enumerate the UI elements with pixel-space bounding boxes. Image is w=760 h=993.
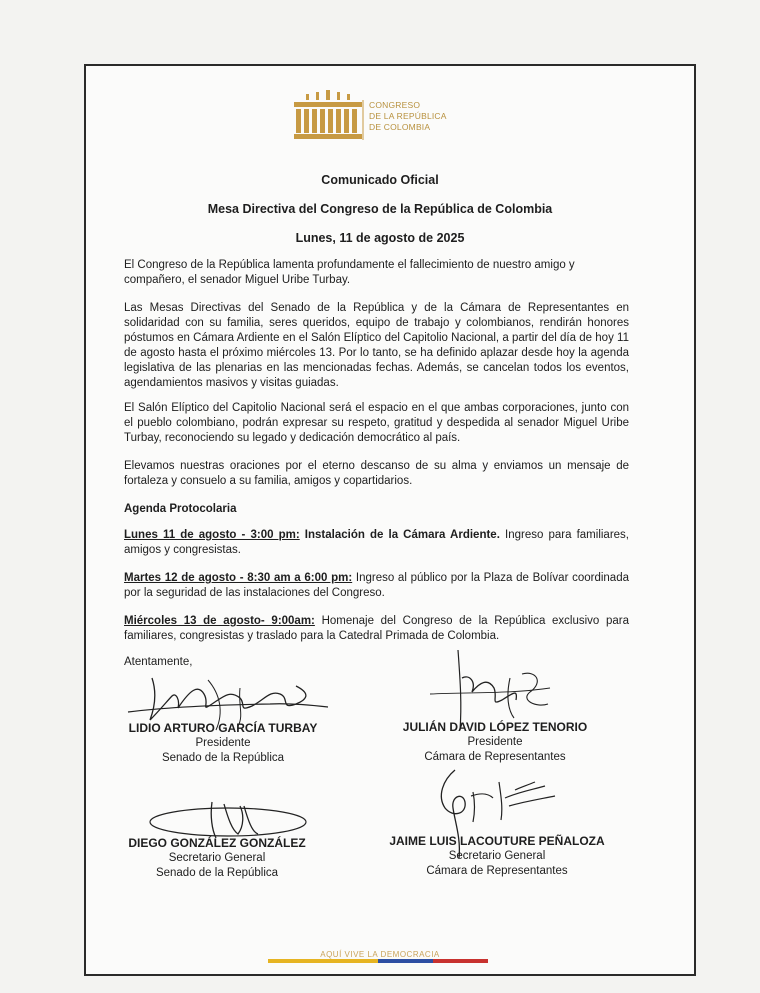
agenda-item-2-rest: Ingreso al público por la Plaza de Bolívar coordinada por la seguridad de las instalaciones del Congreso. [124, 572, 629, 599]
flag-stripe-yellow [268, 959, 378, 963]
signatory-4-name: JAIME LUIS LACOUTURE PEÑALOZA [389, 834, 605, 848]
document-title: Comunicado Oficial [321, 173, 439, 187]
agenda-item-3-when: Miércoles 13 de agosto- 9:00am: [124, 615, 315, 627]
footer-slogan: AQUÍ VIVE LA DEMOCRACIA [320, 950, 440, 959]
paragraph-4: Elevamos nuestras oraciones por el eterno descanso de su alma y enviamos un mensaje de fortaleza y consuelo a su familia, amigos y copartidarios. [124, 460, 629, 487]
flag-stripe-red [433, 959, 488, 963]
agenda-item-3-rest: Homenaje del Congreso de la República exclusivo para familiares, congresistas y traslado para la Catedral Primada de Colombia. [124, 615, 629, 642]
closing-text: Atentamente, [124, 656, 193, 668]
agenda-item-2 [124, 571, 629, 601]
logo-text [369, 100, 447, 133]
signatory-3 [112, 836, 322, 881]
logo-line-3: DE COLOMBIA [369, 122, 431, 132]
signatory-4-org: Cámara de Representantes [426, 865, 568, 877]
flag-stripe-blue [378, 959, 433, 963]
signatory-1-name: LIDIO ARTURO GARCÍA TURBAY [128, 721, 318, 735]
congress-logo [292, 86, 452, 146]
paragraph-3: El Salón Elíptico del Capitolio Nacional será el espacio en el que ambas corporaciones, junto con el pueblo colombiano, podrán expresar su respeto, gratitud y despedida al senador Miguel Uribe Turbay, reconociendo su legado y dedicación democrático al país. [124, 402, 629, 444]
signatory-2-role: Presidente [467, 736, 523, 748]
signatory-4 [372, 834, 622, 879]
agenda-item-1-what: Instalación de la Cámara Ardiente. [304, 529, 500, 541]
agenda-item-1-rest: Ingreso para familiares, amigos y congresistas. [124, 529, 629, 556]
signatory-1 [110, 721, 336, 766]
paragraph-2: Las Mesas Directivas del Senado de la República y de la Cámara de Representantes en solidaridad con su familia, seres queridos, equipo de trabajo y colombianos, rendirán honores póstumos en Cámara Ardiente en el Salón Elíptico del Capitolio Nacional, a partir del día de hoy 11 de agosto hasta el próximo miércoles 13. Por lo tanto, se ha definido aplazar desde hoy la agenda legislativa de las plenarias en las mencionadas fechas. Además, se cancelan todos los eventos, agendamientos masivos y visitas guiadas. [124, 302, 629, 389]
agenda-item-3 [124, 614, 629, 644]
signatory-1-role: Presidente [195, 737, 251, 749]
document-subtitle: Mesa Directiva del Congreso de la República de Colombia [207, 202, 553, 216]
signatory-2 [378, 720, 612, 765]
signatory-3-org: Senado de la República [155, 867, 279, 879]
footer-flag-stripe [268, 959, 488, 963]
signatory-2-org: Cámara de Representantes [424, 751, 566, 763]
document-date: Lunes, 11 de agosto de 2025 [295, 231, 465, 245]
logo-line-1: CONGRESO [369, 100, 421, 110]
signatory-3-role: Secretario General [168, 852, 266, 864]
paragraph-1: El Congreso de la República lamenta profundamente el fallecimiento de nuestro amigo y compañero, el senador Miguel Uribe Turbay. [124, 259, 575, 286]
signatory-1-org: Senado de la República [161, 752, 285, 764]
signatory-4-role: Secretario General [448, 850, 546, 862]
logo-line-2: DE LA REPÚBLICA [369, 111, 447, 121]
signatory-3-name: DIEGO GONZÁLEZ GONZÁLEZ [128, 836, 306, 850]
agenda-item-1 [124, 528, 629, 558]
capitol-icon [292, 86, 364, 146]
agenda-heading: Agenda Protocolaria [124, 503, 237, 515]
agenda-item-1-when: Lunes 11 de agosto - 3:00 pm: [124, 529, 300, 541]
signatory-2-name: JULIÁN DAVID LÓPEZ TENORIO [402, 720, 588, 734]
agenda-item-2-when: Martes 12 de agosto - 8:30 am a 6:00 pm: [124, 572, 353, 584]
